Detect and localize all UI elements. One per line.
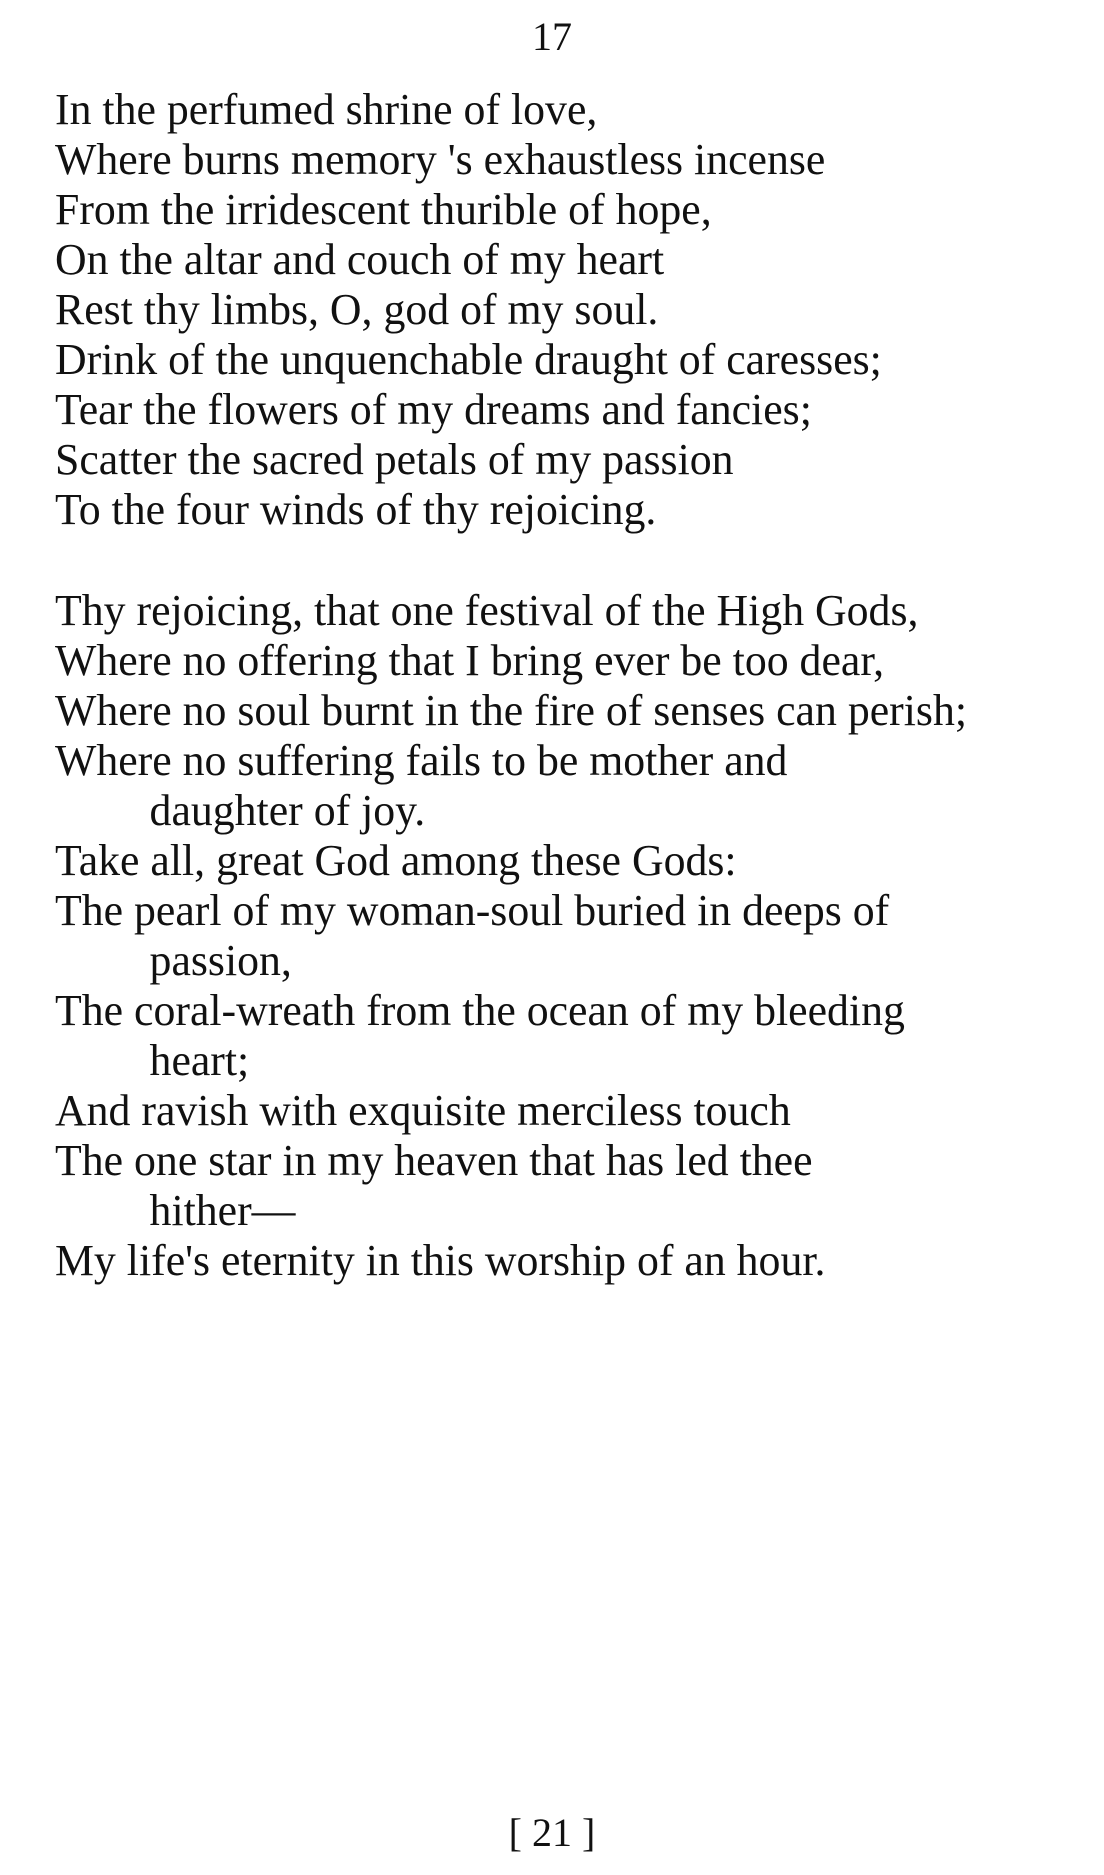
poem-line: In the perfumed shrine of love, (55, 85, 598, 134)
poem-line-text: Take all, great God among these Gods: (55, 836, 737, 885)
poem-line-text: The pearl of my woman-soul buried in deeps of (55, 886, 890, 935)
poem-line-text: The coral-wreath from the ocean of my bleeding (55, 986, 905, 1035)
poem-line-text: Where no suffering fails to be mother and (55, 736, 788, 785)
poem-line: From the irridescent thurible of hope, (55, 185, 712, 234)
poem-line-text: My life's eternity in this worship of an hour. (55, 1236, 826, 1285)
poem-line (55, 986, 1095, 1086)
poem-line: On the altar and couch of my heart (55, 235, 665, 284)
poem-line (55, 686, 1095, 736)
poem-line (55, 836, 1095, 886)
poem-line-text: Where no soul burnt in the fire of senses can perish; (55, 686, 968, 735)
poem-line-text: And ravish with exquisite merciless touch (55, 1086, 791, 1135)
poem-line: Scatter the sacred petals of my passion (55, 435, 734, 484)
poem-line-text: Where no offering that I bring ever be too dear, (55, 636, 885, 685)
poem-line-text: The one star in my heaven that has led thee (55, 1136, 813, 1185)
poem-line: To the four winds of thy rejoicing. (55, 485, 657, 534)
poem-line (55, 1086, 1095, 1136)
page-number: [ 21 ] (508, 1810, 596, 1855)
stanza-1 (55, 85, 1100, 535)
poem-line (55, 1236, 1095, 1286)
poem-line-continuation: heart; (149, 1036, 250, 1085)
poem-line (55, 586, 1095, 636)
poem-line: Where burns memory 's exhaustless incense (55, 135, 826, 184)
poem-line (55, 736, 1095, 836)
poem-line: Tear the flowers of my dreams and fancies; (55, 385, 812, 434)
poem-line: Rest thy limbs, O, god of my soul. (55, 285, 659, 334)
poem-line-continuation: hither— (149, 1186, 296, 1235)
poem-line (55, 1136, 1095, 1236)
poem-line-continuation: daughter of joy. (149, 786, 426, 835)
poem-line: Drink of the unquenchable draught of caresses; (55, 335, 882, 384)
stanza-2 (55, 586, 1100, 1286)
poem-line-continuation: passion, (149, 936, 292, 985)
poem-line-text: Thy rejoicing, that one festival of the High Gods, (55, 586, 919, 635)
poem-number: 17 (532, 14, 572, 59)
poem-line (55, 636, 1095, 686)
poem-line (55, 886, 1095, 986)
